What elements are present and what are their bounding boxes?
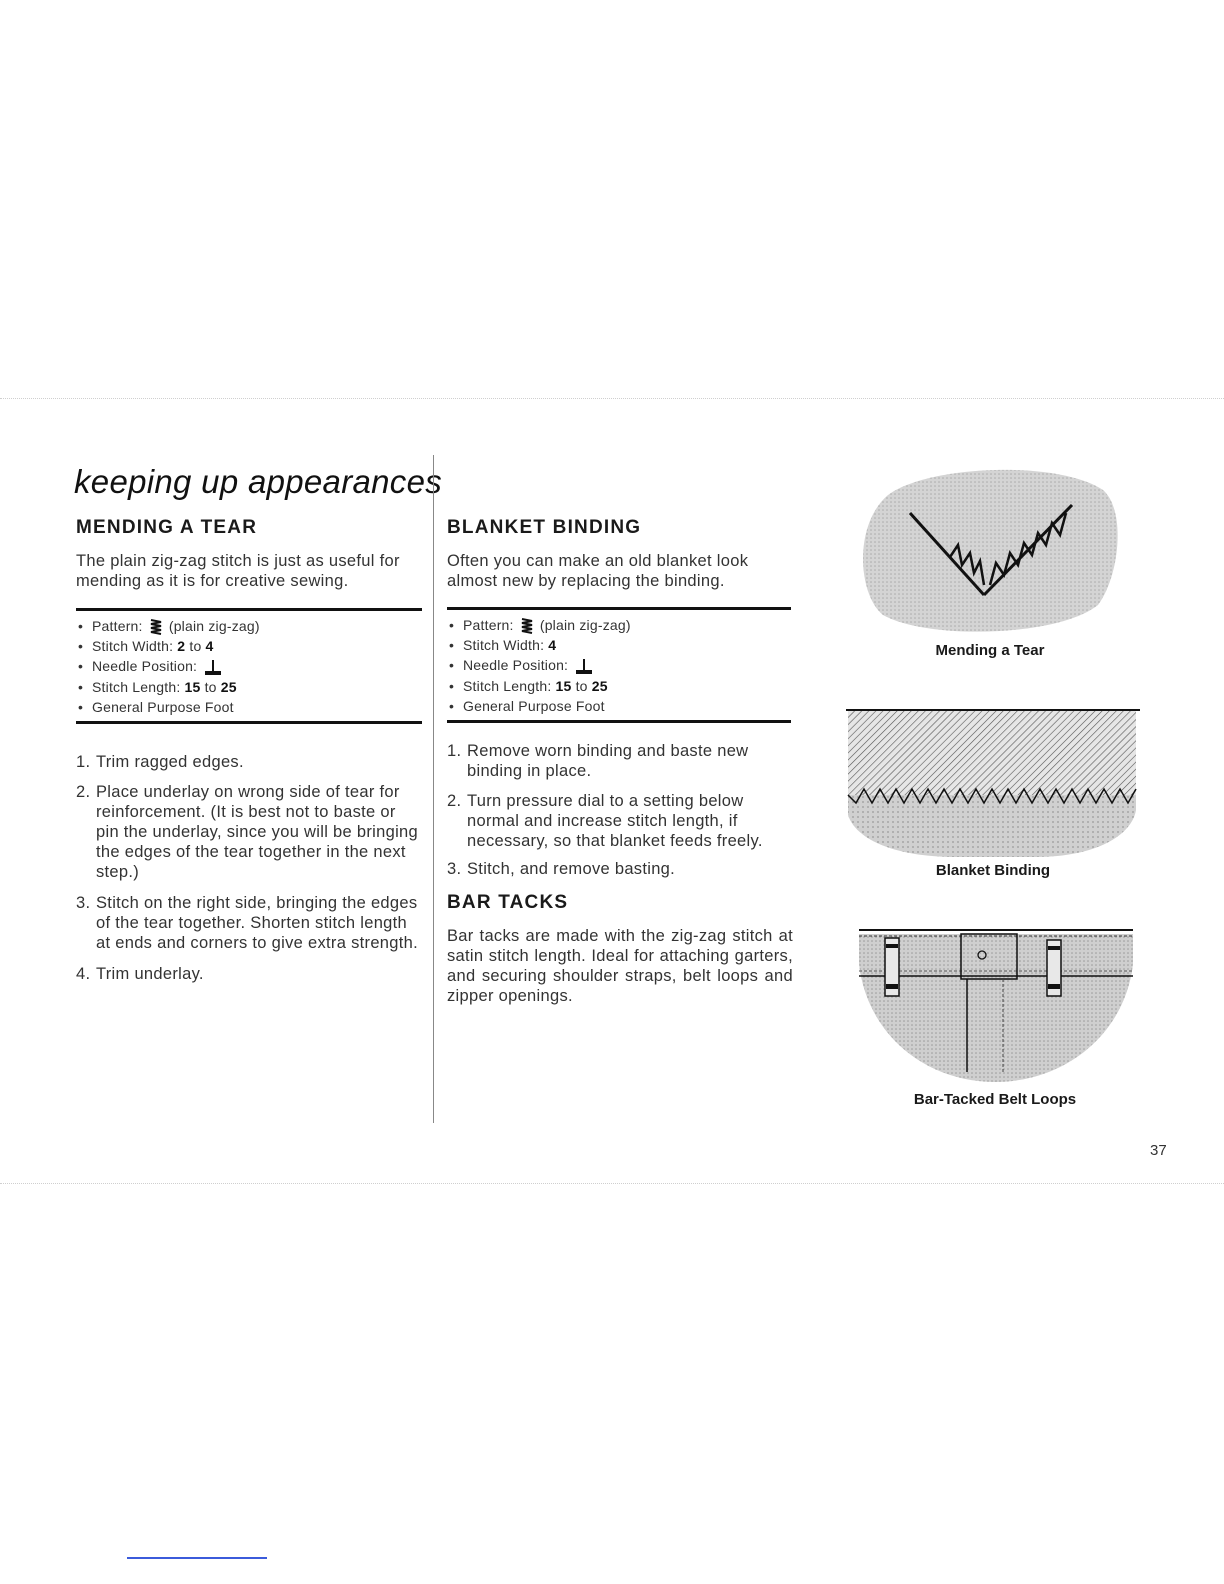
step-text: Trim ragged edges. [96, 753, 244, 771]
blanket-binding-illustration [846, 705, 1140, 861]
step-text: Stitch on the right side, bringing the edges of the tear together. Shorten stitch length at ends and corners to give extra strength. [96, 894, 418, 952]
mending-caption: Mending a Tear [935, 642, 1045, 659]
mending-spec-foot: • General Purpose Foot [76, 697, 422, 717]
mending-spec-length [76, 677, 422, 697]
length-from: 15 [184, 678, 201, 695]
length-to: 25 [591, 677, 608, 694]
step-number: 1. [76, 753, 91, 771]
length-label: Stitch Length: [92, 678, 181, 695]
blanket-heading: BLANKET BINDING [447, 517, 642, 538]
blanket-caption: Blanket Binding [935, 862, 1051, 879]
length-label: Stitch Length: [463, 677, 552, 694]
length-to: 25 [220, 678, 237, 695]
pattern-label: Pattern: [463, 617, 514, 633]
step-number: 2. [76, 783, 91, 801]
to-word: to [204, 678, 217, 695]
bartacks-intro: Bar tacks are made with the zig-zag stitch at satin stitch length. Ideal for attaching garters, and securing shoulder straps, belt loops and zipper openings. [447, 927, 793, 1005]
blanket-spec-box [447, 607, 791, 723]
page-title: keeping up appearances [74, 463, 443, 500]
to-word: to [575, 677, 588, 694]
pattern-label: Pattern: [92, 618, 143, 634]
step-text: Stitch, and remove basting. [467, 860, 676, 878]
mending-heading: MENDING A TEAR [76, 517, 258, 538]
blanket-steps [447, 741, 793, 890]
mending-spec-needle [76, 656, 422, 676]
blanket-spec-foot: • General Purpose Foot [447, 696, 791, 716]
pattern-value: (plain zig-zag) [168, 618, 260, 634]
mending-spec-width [76, 636, 422, 656]
zigzag-pattern-icon [520, 617, 534, 635]
step-number: 2. [447, 792, 462, 810]
step-number: 1. [447, 742, 462, 760]
scan-rule-bottom [0, 1183, 1224, 1184]
needle-label: Needle Position: [92, 658, 198, 675]
scan-rule-top [0, 398, 1224, 399]
length-from: 15 [555, 677, 572, 694]
page-number: 37 [1150, 1142, 1167, 1159]
width-from: 2 [177, 638, 186, 655]
needle-center-icon [203, 659, 223, 677]
blanket-spec-pattern [447, 615, 791, 635]
step-text: Turn pressure dial to a setting below normal and increase stitch length, if necessary, so that blanket feeds freely. [467, 792, 763, 850]
to-word: to [189, 638, 202, 655]
mending-intro: The plain zig-zag stitch is just as useful for mending as it is for creative sewing. [76, 552, 400, 590]
width-to: 4 [205, 638, 214, 655]
step-number: 3. [76, 894, 91, 912]
list-item [76, 782, 422, 882]
list-item [447, 791, 793, 851]
needle-center-icon [574, 658, 594, 676]
zigzag-pattern-icon [149, 618, 163, 636]
blanket-spec-width [447, 635, 791, 655]
column-divider [433, 455, 434, 1123]
mending-spec-box [76, 608, 422, 724]
width-label: Stitch Width: [463, 637, 545, 654]
pattern-value: (plain zig-zag) [539, 617, 631, 633]
list-item [76, 964, 422, 984]
footer-underline [127, 1557, 267, 1559]
list-item [447, 741, 793, 781]
beltloops-caption: Bar-Tacked Belt Loops [913, 1091, 1077, 1108]
list-item [76, 752, 422, 772]
mending-tear-illustration [858, 465, 1120, 637]
blanket-intro: Often you can make an old blanket look almost new by replacing the binding. [447, 552, 749, 590]
list-item [76, 893, 422, 953]
step-text: Remove worn binding and baste new binding in place. [467, 742, 749, 780]
blanket-spec-needle [447, 655, 791, 675]
needle-label: Needle Position: [463, 657, 569, 674]
step-number: 4. [76, 965, 91, 983]
belt-loops-illustration [855, 924, 1137, 1084]
list-item [447, 859, 793, 879]
mending-spec-pattern [76, 616, 422, 636]
step-text: Trim underlay. [96, 965, 204, 983]
mending-steps [76, 752, 422, 995]
blanket-spec-length [447, 676, 791, 696]
width-value: 4 [548, 637, 557, 654]
step-number: 3. [447, 860, 462, 878]
step-text: Place underlay on wrong side of tear for reinforcement. (It is best not to baste or pin the underlay, since you will be bringing the edges of the tear together in the next step.) [96, 783, 418, 881]
bartacks-heading: BAR TACKS [447, 892, 569, 913]
width-label: Stitch Width: [92, 638, 174, 655]
